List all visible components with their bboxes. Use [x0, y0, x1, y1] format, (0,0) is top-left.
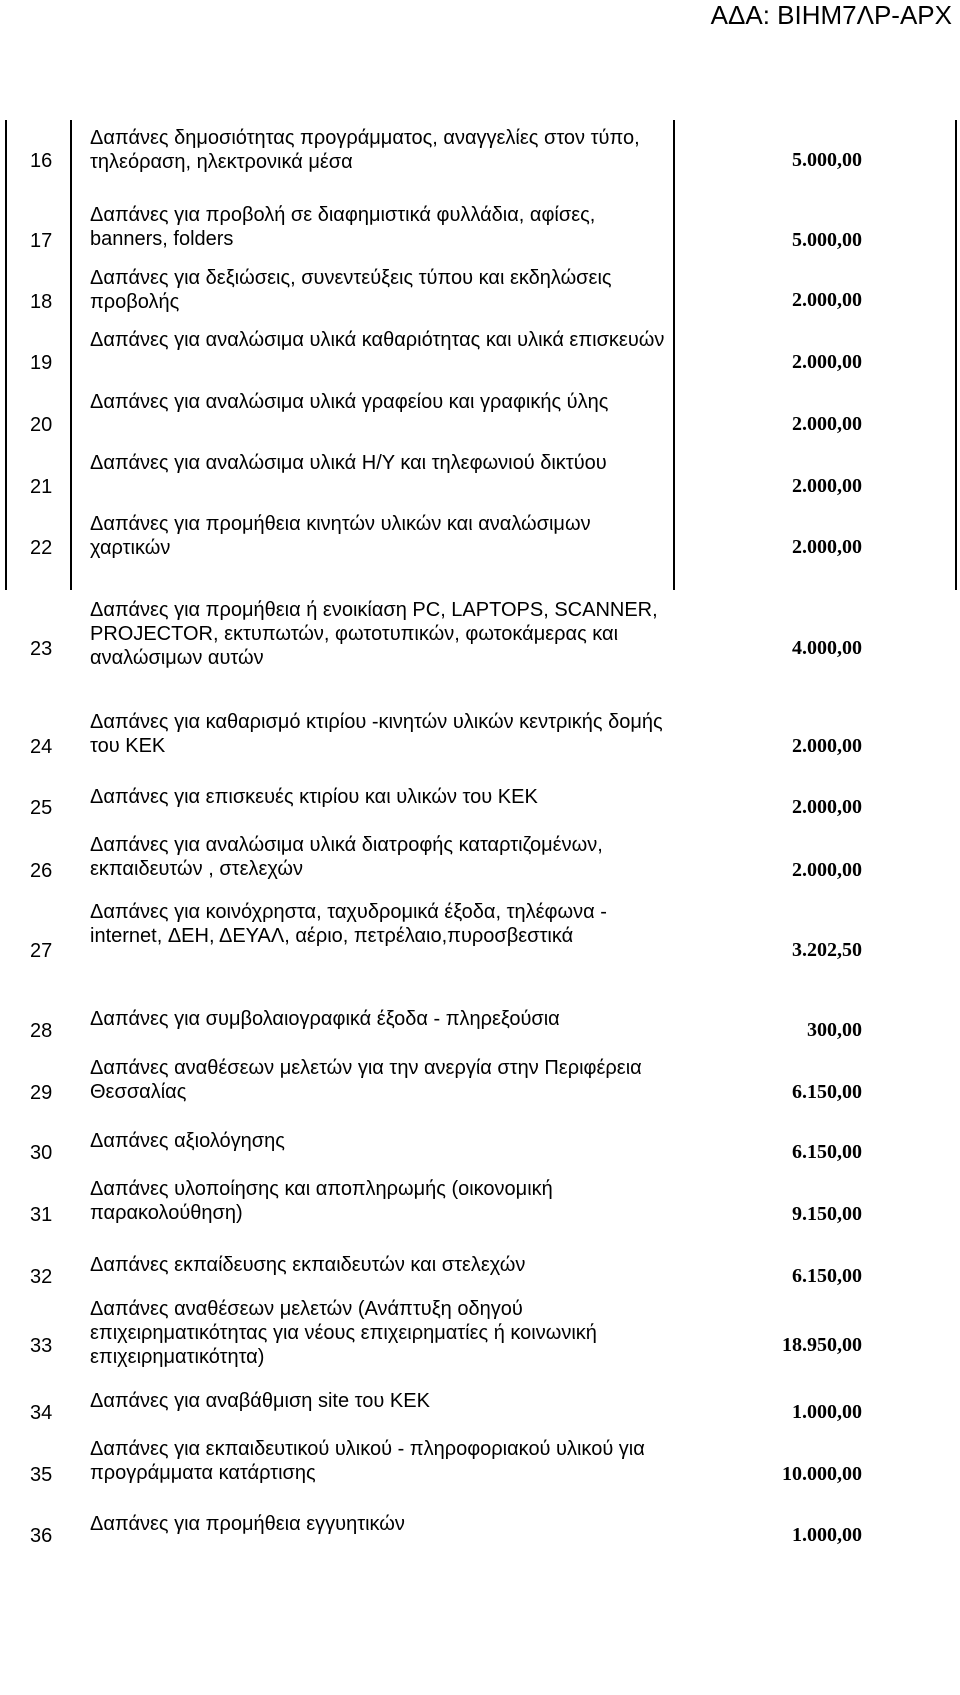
row-number: 21	[30, 476, 53, 498]
row-number: 17	[30, 230, 53, 252]
row-amount: 2.000,00	[792, 413, 862, 435]
row-description: Δαπάνες αναθέσεων μελετών (Ανάπτυξη οδηγού επιχειρηματικότητας για νέους επιχειρηματίες ή κοινωνική επιχειρηματικότητα)	[90, 1298, 597, 1368]
row-amount: 4.000,00	[792, 637, 862, 659]
row-number: 33	[30, 1335, 53, 1357]
row-description: Δαπάνες για κοινόχρηστα, ταχυδρομικά έξοδα, τηλέφωνα - internet, ΔΕΗ, ΔΕΥΑΛ, αέριο, πετρέλαιο,πυροσβεστικά	[90, 901, 607, 947]
row-number: 30	[30, 1142, 53, 1164]
row-description: Δαπάνες για καθαρισμό κτιρίου -κινητών υλικών κεντρικής δομής του ΚΕΚ	[90, 711, 663, 757]
row-amount: 3.202,50	[792, 939, 862, 961]
row-description: Δαπάνες για αναβάθμιση site του ΚΕΚ	[90, 1390, 430, 1412]
row-number: 35	[30, 1464, 53, 1486]
row-amount: 2.000,00	[792, 735, 862, 757]
row-number: 29	[30, 1082, 53, 1104]
row-number: 23	[30, 638, 53, 660]
row-number: 16	[30, 150, 53, 172]
row-amount: 6.150,00	[792, 1141, 862, 1163]
row-description: Δαπάνες για αναλώσιμα υλικά διατροφής καταρτιζομένων, εκπαιδευτών , στελεχών	[90, 834, 603, 880]
row-description: Δαπάνες για συμβολαιογραφικά έξοδα - πληρεξούσια	[90, 1008, 560, 1030]
row-number: 18	[30, 291, 53, 313]
row-number: 26	[30, 860, 53, 882]
row-number: 36	[30, 1525, 53, 1547]
row-description: Δαπάνες υλοποίησης και αποπληρωμής (οικονομική παρακολούθηση)	[90, 1178, 553, 1224]
row-amount: 5.000,00	[792, 229, 862, 251]
row-number: 32	[30, 1266, 53, 1288]
row-description: Δαπάνες για προμήθεια κινητών υλικών και αναλώσιμων χαρτικών	[90, 513, 591, 559]
row-number: 34	[30, 1402, 53, 1424]
row-description: Δαπάνες εκπαίδευσης εκπαιδευτών και στελεχών	[90, 1254, 526, 1276]
row-amount: 6.150,00	[792, 1265, 862, 1287]
row-amount: 2.000,00	[792, 289, 862, 311]
row-amount: 5.000,00	[792, 149, 862, 171]
row-amount: 6.150,00	[792, 1081, 862, 1103]
row-description: Δαπάνες για αναλώσιμα υλικά γραφείου και γραφικής ύλης	[90, 391, 609, 413]
row-description: Δαπάνες για επισκευές κτιρίου και υλικών του ΚΕΚ	[90, 786, 538, 808]
row-description: Δαπάνες για αναλώσιμα υλικά Η/Υ και τηλεφωνιού δικτύου	[90, 452, 607, 474]
row-description: Δαπάνες αναθέσεων μελετών για την ανεργία στην Περιφέρεια Θεσσαλίας	[90, 1057, 642, 1103]
row-number: 19	[30, 352, 53, 374]
row-description: Δαπάνες δημοσιότητας προγράμματος, αναγγελίες στον τύπο, τηλεόραση, ηλεκτρονικά μέσα	[90, 127, 640, 173]
row-description: Δαπάνες για προμήθεια ή ενοικίαση PC, LAPTOPS, SCANNER, PROJECTOR, εκτυπωτών, φωτοτυπικών, φωτοκάμερας και αναλώσιμων αυτών	[90, 599, 658, 669]
row-amount: 2.000,00	[792, 475, 862, 497]
row-number: 24	[30, 736, 53, 758]
row-number: 31	[30, 1204, 53, 1226]
row-amount: 2.000,00	[792, 536, 862, 558]
row-number: 22	[30, 537, 53, 559]
row-description: Δαπάνες για αναλώσιμα υλικά καθαριότητας και υλικά επισκευών	[90, 329, 665, 351]
row-amount: 2.000,00	[792, 796, 862, 818]
table-border-left	[5, 120, 7, 590]
row-description: Δαπάνες για εκπαιδευτικού υλικού - πληροφοριακού υλικού για προγράμματα κατάρτισης	[90, 1438, 645, 1484]
row-number: 25	[30, 797, 53, 819]
row-description: Δαπάνες για δεξιώσεις, συνεντεύξεις τύπου και εκδηλώσεις προβολής	[90, 267, 612, 313]
table-border-right	[955, 120, 957, 590]
row-description: Δαπάνες για προβολή σε διαφημιστικά φυλλάδια, αφίσες, banners, folders	[90, 204, 596, 250]
row-number: 27	[30, 940, 53, 962]
row-amount: 1.000,00	[792, 1401, 862, 1423]
table-column-divider	[673, 120, 675, 590]
row-description: Δαπάνες για προμήθεια εγγυητικών	[90, 1513, 405, 1535]
row-amount: 9.150,00	[792, 1203, 862, 1225]
row-description: Δαπάνες αξιολόγησης	[90, 1130, 285, 1152]
row-number: 28	[30, 1020, 53, 1042]
row-amount: 1.000,00	[792, 1524, 862, 1546]
row-amount: 10.000,00	[782, 1463, 862, 1485]
row-amount: 2.000,00	[792, 859, 862, 881]
document-code: ΑΔΑ: ΒΙΗΜ7ΛΡ-ΑΡΧ	[710, 0, 952, 30]
row-number: 20	[30, 414, 53, 436]
row-amount: 2.000,00	[792, 351, 862, 373]
row-amount: 18.950,00	[782, 1334, 862, 1356]
row-amount: 300,00	[807, 1019, 862, 1041]
table-column-divider	[70, 120, 72, 590]
